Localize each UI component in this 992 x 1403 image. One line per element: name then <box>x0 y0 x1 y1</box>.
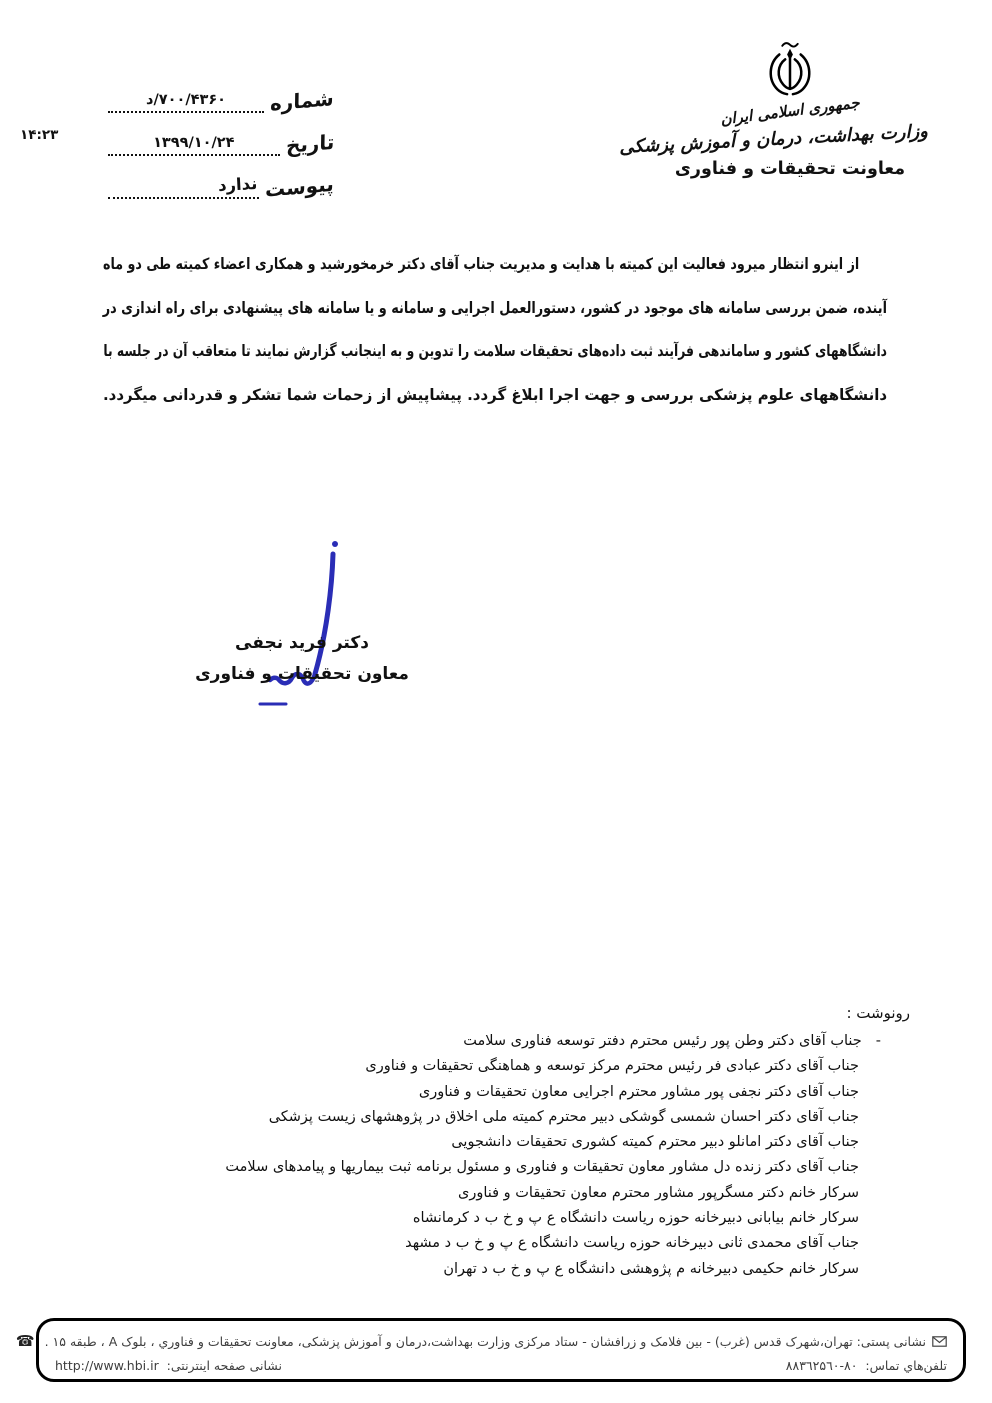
website-label: نشانی صفحه اینترنتی: <box>166 1357 282 1373</box>
ref-number-row <box>108 74 335 116</box>
website <box>55 1358 282 1373</box>
signatory-title: معاون تحقیقات و فناوری <box>195 664 409 684</box>
signature-block <box>188 628 416 690</box>
signatory-name: دکتر فرید نجفی <box>235 633 369 653</box>
ref-attachment-value: ندارد <box>217 173 258 196</box>
iran-national-emblem-icon <box>764 40 816 100</box>
body-line: دانشگاههای علوم پزشکی بررسی و جهت اجرا ابلاغ گردد. پیشاپیش از زحمات شما تشکر و قدردانی میگردد. <box>103 385 888 404</box>
cc-heading: رونوشت : <box>846 1004 910 1022</box>
body-line: آینده، ضمن بررسی سامانه های موجود در کشور، دستورالعمل اجرایی و سامانه و یا سامانه های پیشنهادی برای راه اندازی در <box>102 298 888 317</box>
website-url[interactable]: http://www.hbi.ir <box>55 1357 159 1373</box>
ref-number-label: شماره <box>269 85 335 116</box>
print-time: ۱۴:۲۳ <box>20 127 59 143</box>
cc-dash: - <box>875 1033 881 1049</box>
signature-ink <box>246 534 358 720</box>
ref-number-value: د/۷۰۰/۴۳۶۰ <box>146 92 227 108</box>
phones-value: ۸۸۳٦۲۵٦۰-۸۰ <box>785 1357 858 1373</box>
letterhead-deputy: معاونت تحقیقات و فناوری <box>674 159 906 179</box>
letter-body <box>103 243 887 417</box>
footer-contact-box <box>15 1318 966 1382</box>
cc-item: سرکار خانم بیابانی دبیرخانه حوزه ریاست دانشگاه ع پ و خ ب د کرمانشاه <box>412 1210 859 1227</box>
letterhead-country: جمهوری اسلامی ایران <box>719 93 861 129</box>
telephone-icon: ☎ <box>15 1332 35 1350</box>
cc-item: -جناب آقای دکتر وطن پور رئیس محترم دفتر توسعه فناوری سلامت <box>70 1029 881 1054</box>
postal-address <box>45 1334 947 1349</box>
ref-date-dotted-line <box>108 132 280 156</box>
phones <box>786 1358 947 1373</box>
cc-item: جناب آقای محمدی ثانی دبیرخانه حوزه ریاست دانشگاه ع پ و خ ب د مشهد <box>405 1235 859 1252</box>
body-line: از اینرو انتظار میرود فعالیت این کمیته با هدایت و مدیریت جناب آقای دکتر خرمخورشید و همکاری اعضاء کمیته طی دو ماه <box>103 255 860 273</box>
body-line: دانشگاههای کشور و ساماندهی فرآیند ثبت داده‌های تحقیقات سلامت را تدوین و به اینجانب گزارش نمایند تا متعاقب آن در جلسه با <box>103 342 888 360</box>
cc-item: جناب آقای دکتر نجفی پور مشاور محترم اجرایی معاون تحقیقات و فناوری <box>418 1083 859 1100</box>
ref-attachment-row <box>108 160 335 202</box>
cc-item: سرکار خانم حکیمی دبیرخانه م پژوهشی دانشگاه ع پ و خ ب د تهران <box>443 1260 859 1277</box>
ref-date-row <box>108 117 334 156</box>
cc-item: جناب آقای دکتر امانلو دبیر محترم کمیته کشوری تحقیقات دانشجویی <box>451 1134 859 1151</box>
cc-item: جناب آقای دکتر احسان شمسی گوشکی دبیر محترم کمیته ملی اخلاق در پژوهشهای زیست پزشکی <box>268 1108 859 1125</box>
ref-date-value: ۱۳۹۹/۱۰/۲۴ <box>153 135 235 151</box>
reference-block <box>108 74 334 203</box>
cc-item: جناب آقای دکتر عبادی فر رئیس محترم مرکز توسعه و هماهنگی تحقیقات و فناوری <box>365 1058 859 1075</box>
cc-list <box>70 1029 881 1282</box>
envelope-icon <box>932 1336 947 1347</box>
cc-item: سرکار خانم دکتر مسگرپور مشاور محترم معاون تحقیقات و فناوری <box>457 1184 859 1201</box>
footer-contact-row <box>55 1353 947 1377</box>
phones-label: تلفن‌هاي تماس: <box>865 1357 947 1373</box>
letterhead-ministry: وزارت بهداشت، درمان و آموزش پزشکی <box>618 120 929 158</box>
ref-attachment-label: پیوست <box>264 171 335 202</box>
footer-address-row <box>15 1329 947 1353</box>
postal-address-text: نشانی پستی: تهران،شهرک قدس (غرب) - بین فلامک و زرافشان - ستاد مرکزی وزارت بهداشت،درمان و آموزش پزشکی، معاونت تحقیقات و فناوري ، بلوک A ، طبقه ۱۵ . <box>44 1333 926 1349</box>
ref-attachment-dotted-line <box>108 175 259 199</box>
ref-number-dotted-line <box>108 89 264 113</box>
ref-date-label: تاریخ <box>285 129 335 158</box>
letterhead <box>618 40 929 179</box>
cc-item: جناب آقای دکتر زنده دل مشاور معاون تحقیقات و فناوری و مسئول برنامه ثبت بیماریها و پیامدهای سلامت <box>225 1159 859 1176</box>
